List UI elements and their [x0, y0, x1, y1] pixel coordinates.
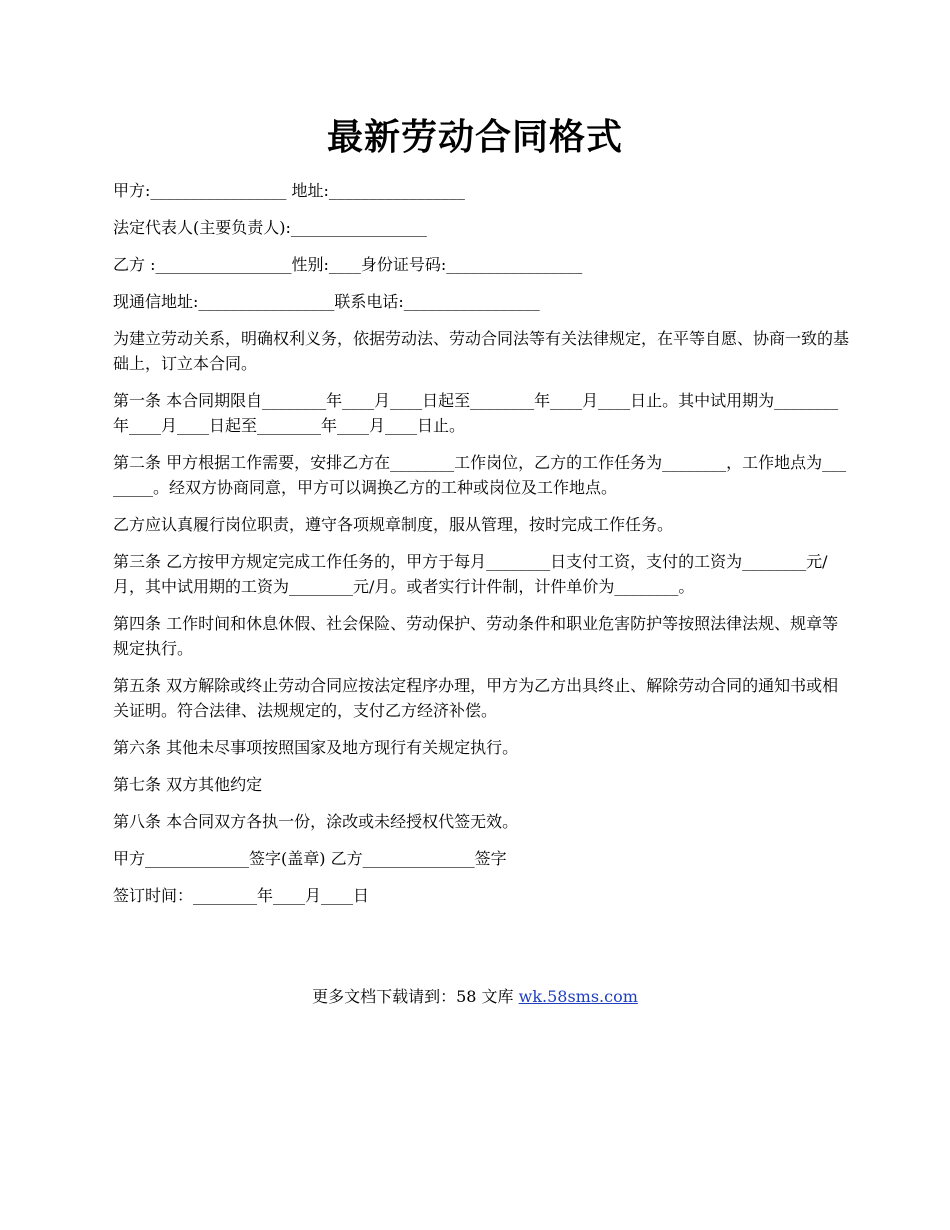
party-a-line: 甲方:_________________ 地址:_________________ [113, 181, 465, 200]
party-b-line: 乙方 :_________________性别:____身份证号码:_________________ [113, 255, 583, 274]
download-link[interactable]: wk.58sms.com [518, 987, 638, 1006]
article-1: 第一条 本合同期限自________年____月____日起至________年____月____日止。其中试用期为________年____月____日起至________年____月____日止。 [113, 391, 839, 435]
document-title: 最新劳动合同格式 [326, 116, 623, 158]
article-6: 第六条 其他未尽事项按照国家及地方现行有关规定执行。 [113, 738, 519, 757]
contact-address-line: 现通信地址:_________________联系电话:_________________ [113, 292, 540, 311]
article-8: 第八条 本合同双方各执一份，涂改或未经授权代签无效。 [113, 812, 519, 831]
article-4: 第四条 工作时间和休息休假、社会保险、劳动保护、劳动条件和职业危害防护等按照法律法规、规章等规定执行。 [113, 614, 839, 658]
signature-line: 甲方_____________签字(盖章) 乙方______________签字 [113, 849, 507, 868]
article-5: 第五条 双方解除或终止劳动合同应按法定程序办理，甲方为乙方出具终止、解除劳动合同的通知书或相关证明。符合法律、法规规定的，支付乙方经济补偿。 [113, 676, 839, 720]
signing-date-line: 签订时间：________年____月____日 [113, 886, 370, 905]
contract-body [113, 178, 853, 920]
legal-representative-line: 法定代表人(主要负责人):_________________ [113, 218, 427, 237]
footer-text: 更多文档下载请到：58 文库 [312, 987, 519, 1006]
preamble-paragraph: 为建立劳动关系，明确权利义务，依据劳动法、劳动合同法等有关法律规定，在平等自愿、协商一致的基础上，订立本合同。 [113, 329, 850, 373]
article-2: 第二条 甲方根据工作需要，安排乙方在________工作岗位，乙方的工作任务为________，工作地点为________。经双方协商同意，甲方可以调换乙方的工种或岗位及工作地点。 [113, 453, 847, 497]
duties-paragraph: 乙方应认真履行岗位职责，遵守各项规章制度，服从管理，按时完成工作任务。 [113, 515, 674, 534]
article-7: 第七条 双方其他约定 [113, 775, 263, 794]
article-3: 第三条 乙方按甲方规定完成工作任务的，甲方于每月________日支付工资，支付的工资为________元/月，其中试用期的工资为________元/月。或者实行计件制，计件单价为________。 [113, 552, 828, 596]
download-footer [0, 984, 950, 1009]
